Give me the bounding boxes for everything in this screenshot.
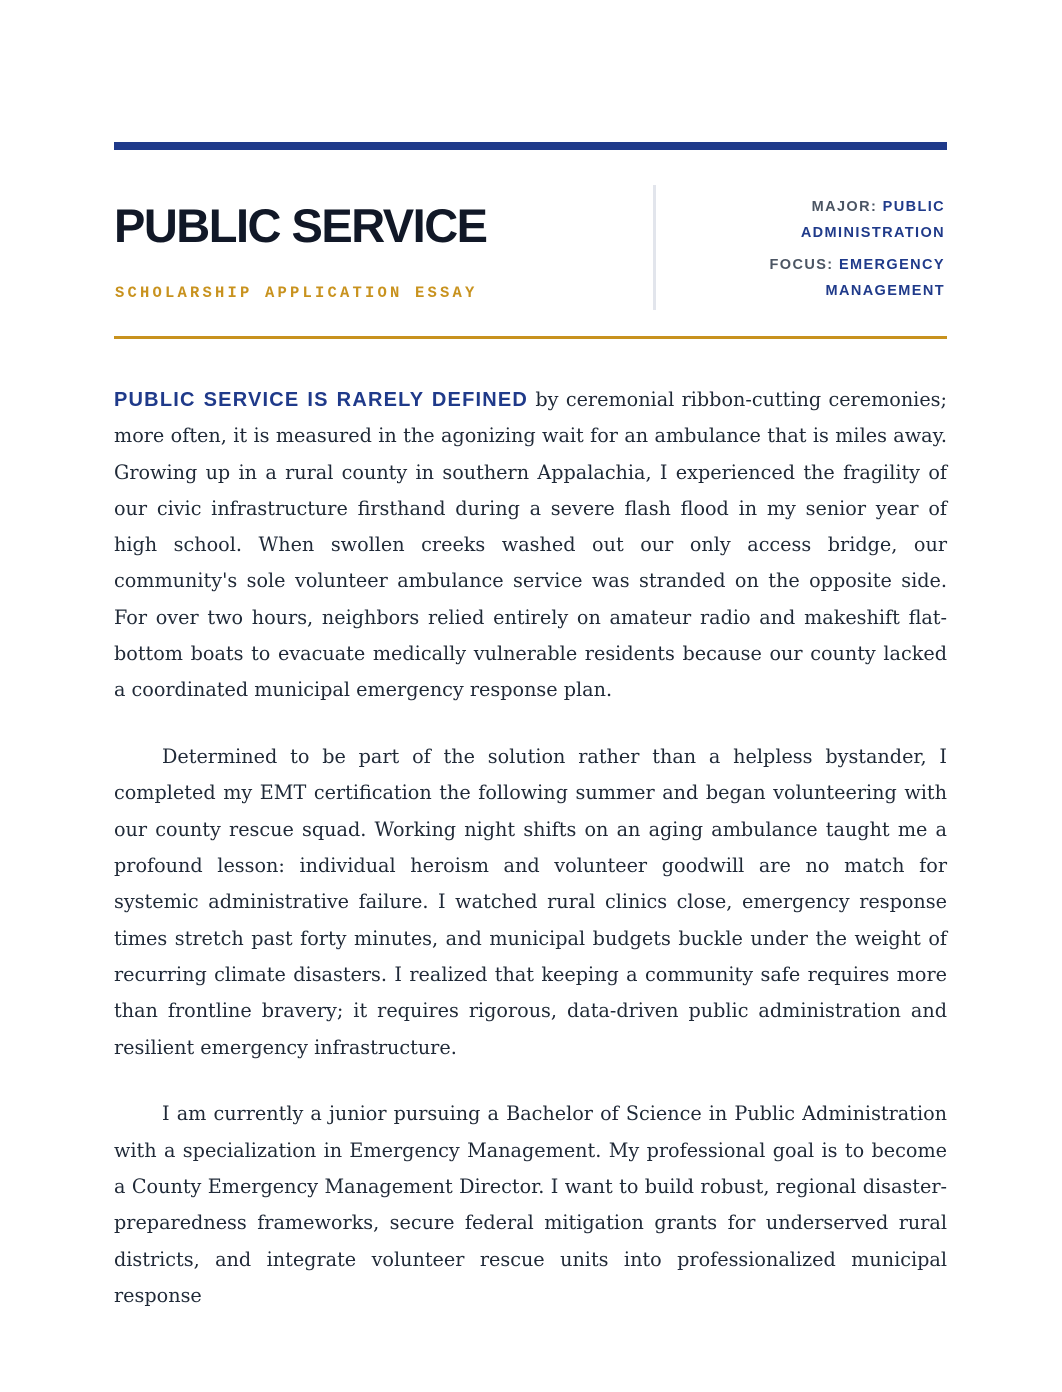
header-divider [653, 185, 656, 310]
focus-label: FOCUS: [769, 257, 834, 273]
essay-paragraph-3: I am currently a junior pursuing a Bachelor of Science in Public Administration with a specialization in Emergency Management. My professional goal is to become a County Emergency Management Director. I want to build robust, regional disaster-preparedness frameworks, secure federal mitigation grants for underserved rural districts, and integrate volunteer rescue units into professionalized municipal response [114, 1102, 947, 1307]
essay-paragraph-2: Determined to be part of the solution rather than a helpless bystander, I completed my EMT certification the following summer and began volunteering with our county rescue squad. Working night shifts on an aging ambulance taught me a profound lesson: individual heroism and volunteer goodwill are no match for systemic administrative failure. I watched rural clinics close, emergency response times stretch past forty minutes, and municipal budgets buckle under the weight of recurring climate disasters. I realized that keeping a community safe requires more than frontline bravery; it requires rigorous, data-driven public administration and resilient emergency infrastructure. [114, 745, 947, 1059]
page-subtitle: SCHOLARSHIP APPLICATION ESSAY [115, 284, 478, 302]
essay-lead-in: PUBLIC SERVICE IS RARELY DEFINED [114, 389, 529, 411]
focus-value: EMERGENCY MANAGEMENT [825, 257, 945, 299]
essay-header [114, 150, 947, 330]
major-label: MAJOR: [811, 199, 878, 215]
essay-page [114, 142, 947, 1307]
major-value: PUBLIC ADMINISTRATION [800, 199, 945, 241]
header-gold-rule [114, 336, 947, 339]
essay-paragraph-1-text: by ceremonial ribbon-cutting ceremonies; more often, it is measured in the agonizing wait for an ambulance that is miles away. Growing up in a rural county in southern Appalachia, I experienced the fragility of our civic infrastructure firsthand during a severe flash flood in my senior year of high school. When swollen creeks washed out our only access bridge, our community's sole volunteer ambulance service was stranded on the opposite side. For over two hours, neighbors relied entirely on amateur radio and makeshift flat-bottom boats to evacuate medically vulnerable residents because our county lacked a coordinated municipal emergency response plan. [114, 388, 947, 702]
essay-body [114, 382, 947, 1345]
applicant-meta [695, 194, 945, 310]
essay-paragraph-1 [114, 382, 947, 709]
top-accent-rule [114, 142, 947, 150]
major-info [695, 194, 945, 246]
page-title: PUBLIC SERVICE [114, 199, 487, 252]
focus-info [695, 252, 945, 304]
